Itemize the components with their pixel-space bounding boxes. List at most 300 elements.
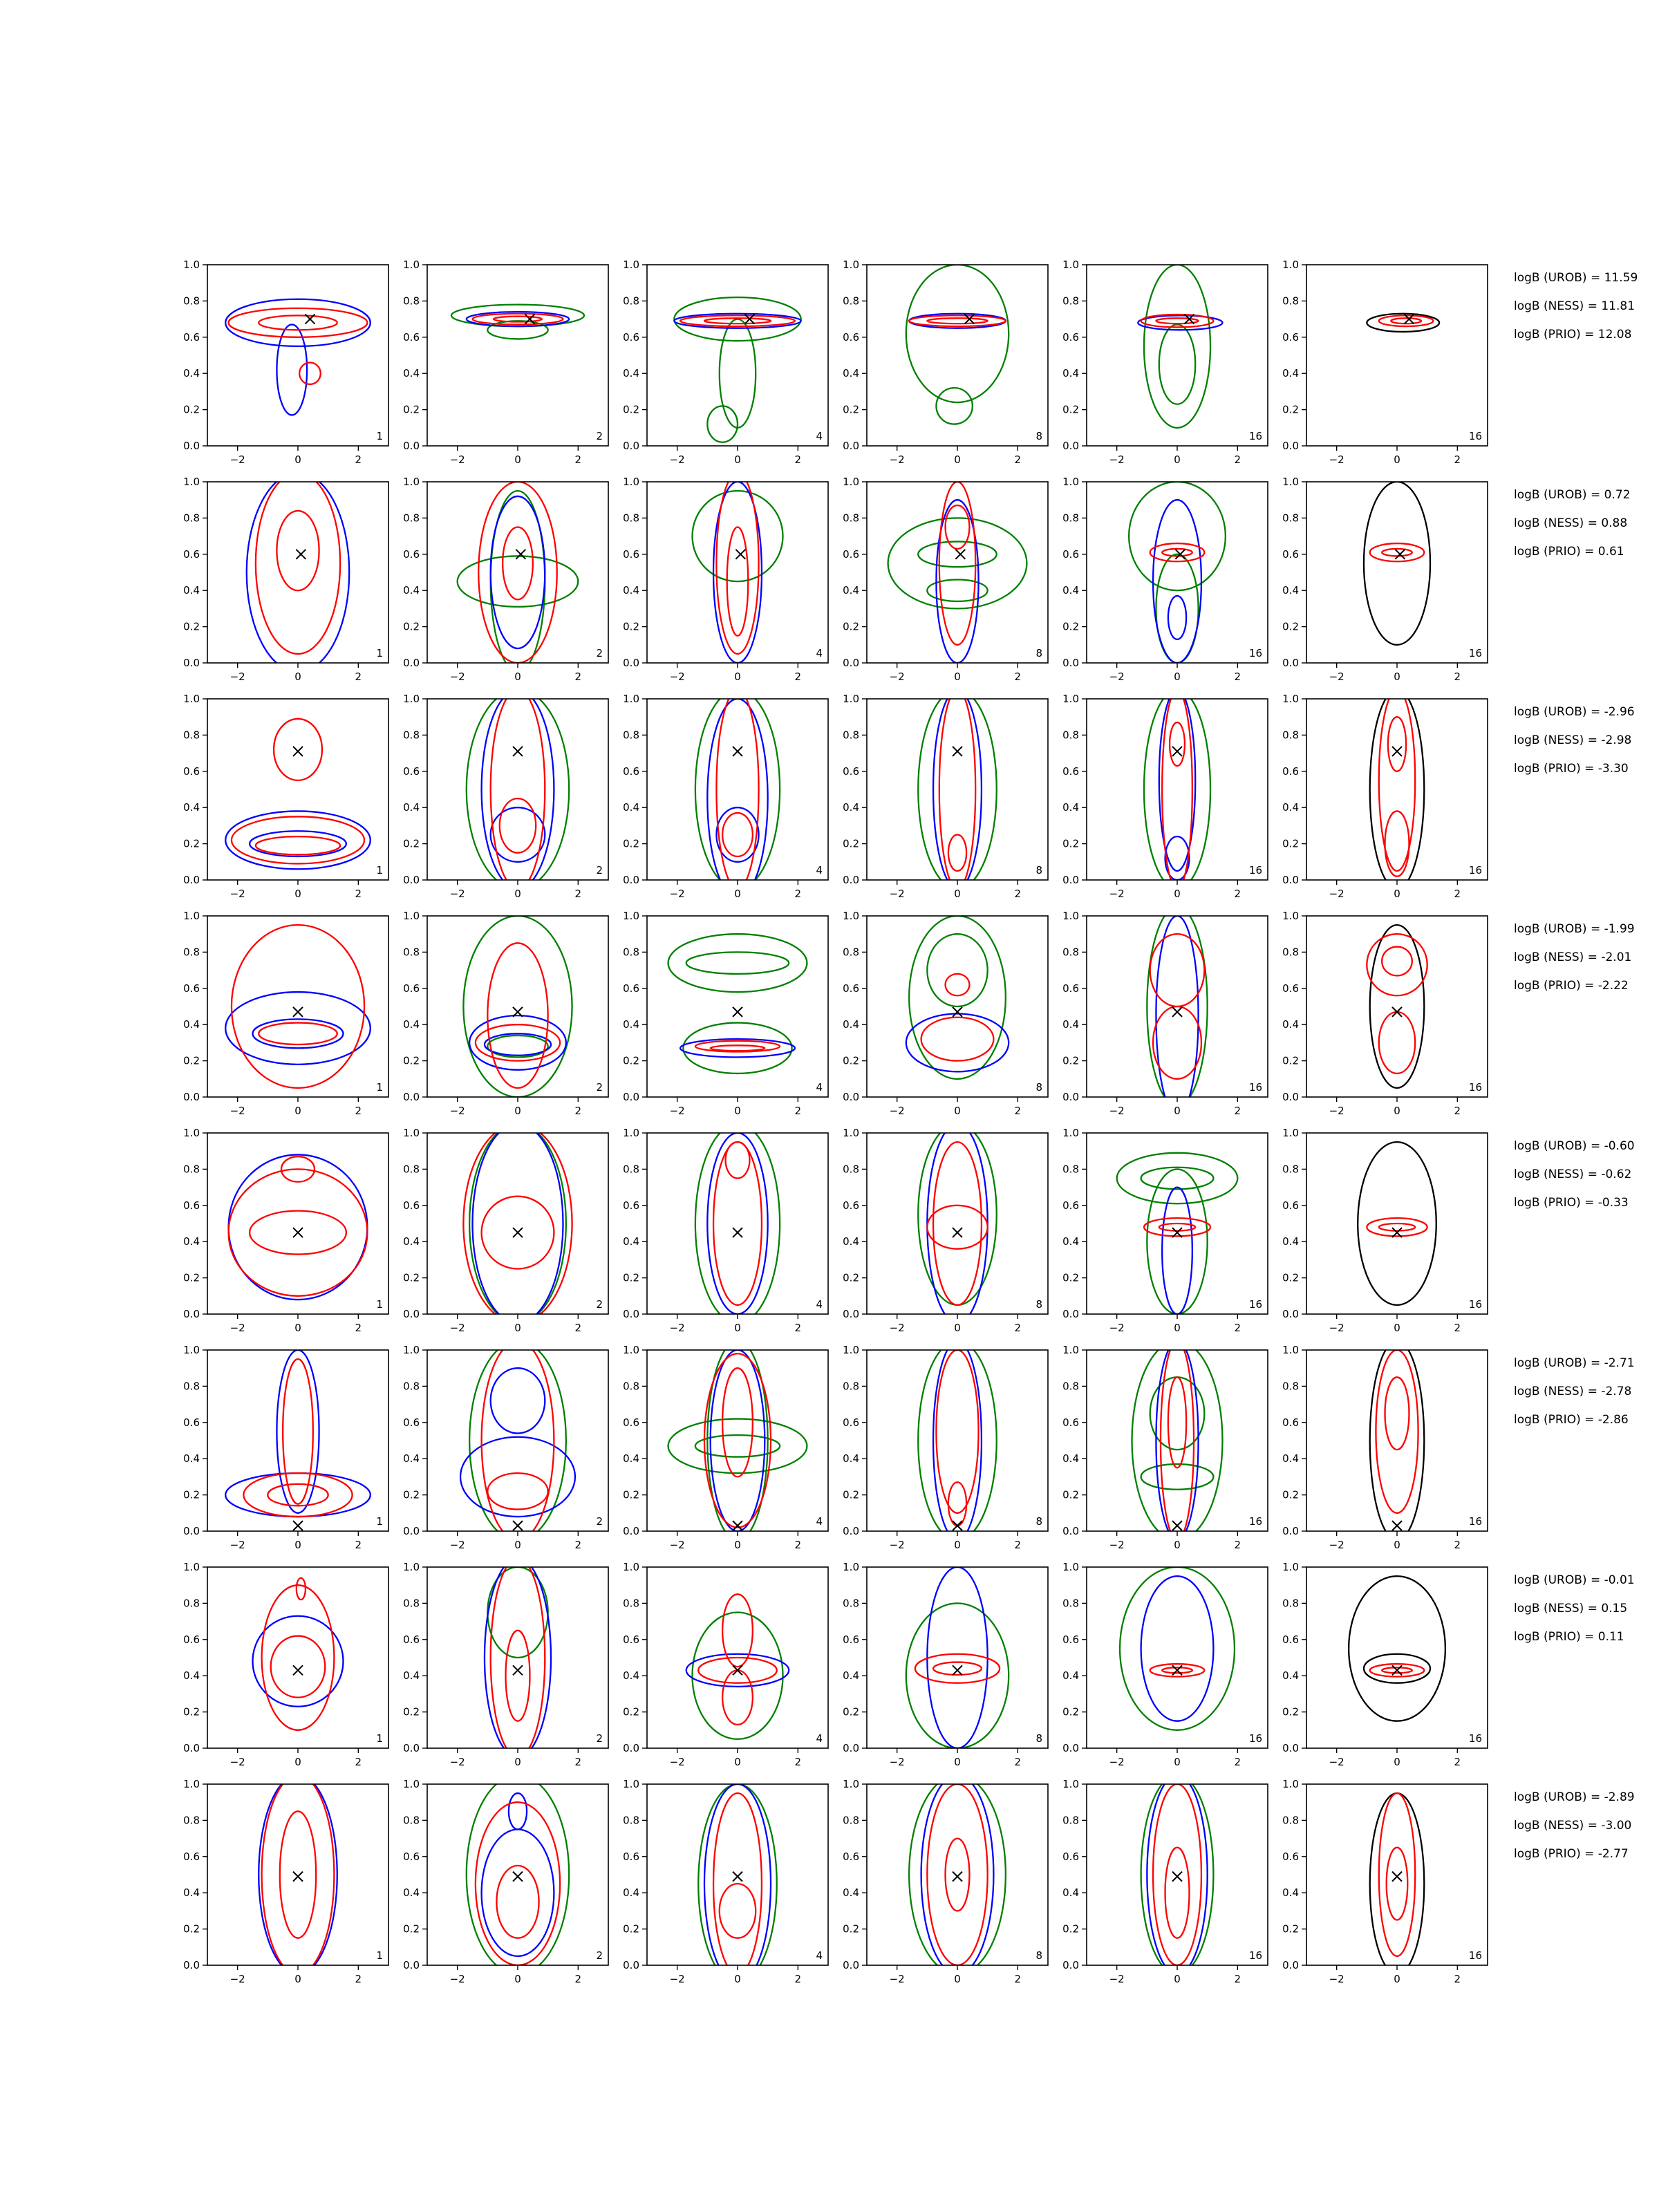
y-tick-label: 0.2 [623,1705,639,1718]
x-tick-label: −2 [669,1322,685,1334]
y-tick-label: 0.2 [843,1054,859,1067]
y-tick-label: 0.2 [1282,837,1299,850]
panel-label: 1 [376,864,383,877]
panel-label: 1 [376,1515,383,1528]
y-tick-label: 0.0 [1062,1308,1079,1320]
x-tick-label: 0 [514,453,521,466]
y-tick-label: 0.2 [623,1054,639,1067]
x-tick-label: 0 [1394,1973,1400,1985]
x-tick-label: 2 [355,1539,362,1551]
y-tick-label: 0.2 [843,620,859,633]
x-tick-label: −2 [1109,671,1125,683]
y-tick-label: 0.4 [403,1669,420,1683]
x-tick-label: −2 [669,671,685,683]
y-tick-label: 0.8 [623,512,639,525]
y-tick-label: 0.0 [623,874,639,886]
y-tick-label: 1.0 [1062,1344,1079,1356]
y-tick-label: 0.8 [183,512,200,525]
y-tick-label: 0.6 [1282,547,1299,561]
x-tick-label: −2 [449,1539,465,1551]
panel-label: 2 [596,1081,603,1094]
y-tick-label: 0.6 [1282,1850,1299,1863]
x-tick-label: 2 [574,1322,582,1334]
y-tick-label: 0.0 [183,1091,200,1103]
x-tick-label: 2 [574,888,582,900]
x-tick-label: 0 [734,1973,741,1985]
y-tick-label: 0.2 [843,1705,859,1718]
x-tick-label: 2 [1014,1105,1022,1117]
y-tick-label: 0.0 [1282,1959,1299,1971]
y-tick-label: 1.0 [1282,259,1299,271]
y-tick-label: 0.6 [843,1416,859,1429]
y-tick-label: 0.0 [183,1525,200,1537]
x-tick-label: 0 [1174,671,1181,683]
x-tick-label: −2 [1109,453,1125,466]
y-tick-label: 0.4 [623,801,639,814]
y-tick-label: 0.8 [623,1814,639,1827]
y-tick-label: 0.2 [403,1488,420,1501]
x-tick-label: 0 [1174,453,1181,466]
x-tick-label: −2 [1109,1539,1125,1551]
x-tick-label: 0 [734,1105,741,1117]
y-tick-label: 0.6 [623,1199,639,1212]
x-tick-label: 2 [1234,453,1241,466]
x-tick-label: −2 [1329,1756,1344,1768]
y-tick-label: 1.0 [1282,1127,1299,1139]
y-tick-label: 0.4 [843,584,859,597]
y-tick-label: 1.0 [183,1778,200,1790]
panel-label: 16 [1468,1732,1482,1745]
y-tick-label: 0.4 [1062,1886,1079,1900]
y-tick-label: 0.0 [843,1091,859,1103]
y-tick-label: 0.0 [1062,657,1079,669]
panel-label: 1 [376,647,383,659]
y-tick-label: 1.0 [403,259,420,271]
y-tick-label: 0.0 [403,1525,420,1537]
y-tick-label: 1.0 [403,1127,420,1139]
x-tick-label: −2 [1109,1756,1125,1768]
x-tick-label: 2 [794,671,802,683]
y-tick-label: 0.8 [1282,294,1299,308]
y-tick-label: 0.6 [403,1850,420,1863]
y-tick-label: 0.4 [183,1886,200,1900]
y-tick-label: 0.2 [403,620,420,633]
y-tick-label: 0.0 [403,657,420,669]
y-tick-label: 1.0 [1282,910,1299,922]
panel-label: 1 [376,1949,383,1962]
y-tick-label: 0.2 [1282,1488,1299,1501]
y-tick-label: 0.6 [1282,765,1299,778]
y-tick-label: 0.6 [1282,982,1299,995]
y-tick-label: 0.4 [843,367,859,380]
y-tick-label: 0.6 [623,1850,639,1863]
panel-label: 4 [816,647,823,659]
logb-value: logB (NESS) = -2.01 [1514,950,1632,964]
y-tick-label: 0.8 [623,1380,639,1393]
panel-label: 4 [816,1949,823,1962]
y-tick-label: 0.8 [1282,512,1299,525]
y-tick-label: 0.8 [183,1163,200,1176]
y-tick-label: 0.2 [183,1922,200,1936]
y-tick-label: 0.0 [403,1091,420,1103]
x-tick-label: 0 [1394,453,1400,466]
y-tick-label: 0.2 [183,1271,200,1284]
y-tick-label: 0.4 [623,1018,639,1031]
y-tick-label: 0.6 [1062,547,1079,561]
y-tick-label: 0.8 [843,1163,859,1176]
logb-value: logB (NESS) = -3.00 [1514,1819,1632,1833]
x-tick-label: 2 [1454,671,1461,683]
y-tick-label: 0.8 [843,729,859,742]
panel-label: 2 [596,1732,603,1745]
y-tick-label: 0.0 [843,657,859,669]
x-tick-label: 2 [574,1539,582,1551]
x-tick-label: 2 [1454,888,1461,900]
x-tick-label: 0 [1174,1539,1181,1551]
panel-label: 1 [376,1081,383,1094]
x-tick-label: −2 [229,1973,245,1985]
x-tick-label: 2 [1014,1539,1022,1551]
x-tick-label: 0 [954,1756,961,1768]
y-tick-label: 0.8 [403,1814,420,1827]
y-tick-label: 0.0 [843,1959,859,1971]
y-tick-label: 0.2 [843,403,859,416]
y-tick-label: 0.6 [1062,1416,1079,1429]
y-tick-label: 0.4 [1282,1886,1299,1900]
x-tick-label: 0 [734,1756,741,1768]
x-tick-label: 0 [1174,1105,1181,1117]
panel-label: 4 [816,1298,823,1311]
y-tick-label: 0.0 [183,1742,200,1754]
panel-label: 16 [1248,1298,1262,1311]
y-tick-label: 0.4 [1062,584,1079,597]
y-tick-label: 0.4 [403,367,420,380]
y-tick-label: 1.0 [623,259,639,271]
x-tick-label: −2 [229,1105,245,1117]
y-tick-label: 0.2 [623,1922,639,1936]
y-tick-label: 0.8 [843,294,859,308]
y-tick-label: 0.2 [403,1705,420,1718]
panel-label: 16 [1468,1298,1482,1311]
y-tick-label: 0.0 [843,1525,859,1537]
y-tick-label: 0.0 [1062,440,1079,452]
y-tick-label: 0.2 [623,620,639,633]
y-tick-label: 0.2 [623,403,639,416]
y-tick-label: 0.0 [403,440,420,452]
x-tick-label: 2 [1454,453,1461,466]
x-tick-label: 0 [1394,888,1400,900]
x-tick-label: 2 [1234,1756,1241,1768]
x-tick-label: 2 [1234,1322,1241,1334]
y-tick-label: 0.6 [623,547,639,561]
y-tick-label: 0.8 [1062,294,1079,308]
y-tick-label: 0.0 [623,1091,639,1103]
y-tick-label: 0.4 [403,1018,420,1031]
y-tick-label: 0.0 [1282,440,1299,452]
x-tick-label: 2 [1454,1539,1461,1551]
y-tick-label: 0.0 [843,874,859,886]
y-tick-label: 0.8 [1062,1380,1079,1393]
logb-value: logB (UROB) = -2.89 [1514,1790,1635,1804]
x-tick-label: −2 [669,888,685,900]
logb-value: logB (NESS) = -0.62 [1514,1168,1632,1181]
y-tick-label: 0.4 [1062,1452,1079,1465]
y-tick-label: 0.2 [403,837,420,850]
x-tick-label: 2 [1014,1973,1022,1985]
y-tick-label: 0.4 [183,367,200,380]
panel-label: 16 [1468,1949,1482,1962]
y-tick-label: 1.0 [1282,693,1299,705]
logb-value: logB (NESS) = 0.88 [1514,516,1628,530]
x-tick-label: 2 [1454,1756,1461,1768]
y-tick-label: 0.8 [403,512,420,525]
x-tick-label: −2 [889,888,905,900]
y-tick-label: 1.0 [843,1127,859,1139]
y-tick-label: 1.0 [403,1778,420,1790]
panel-label: 16 [1248,1732,1262,1745]
y-tick-label: 1.0 [623,1561,639,1573]
x-tick-label: −2 [889,1973,905,1985]
y-tick-label: 1.0 [183,693,200,705]
x-tick-label: −2 [449,671,465,683]
y-tick-label: 0.6 [843,982,859,995]
y-tick-label: 1.0 [1282,1778,1299,1790]
y-tick-label: 1.0 [623,1127,639,1139]
x-tick-label: −2 [229,1322,245,1334]
y-tick-label: 0.2 [183,1705,200,1718]
y-tick-label: 0.2 [1062,1271,1079,1284]
x-tick-label: 0 [734,671,741,683]
y-tick-label: 0.0 [843,1308,859,1320]
y-tick-label: 0.8 [1062,1814,1079,1827]
x-tick-label: 2 [355,453,362,466]
x-tick-label: 0 [514,1105,521,1117]
logb-value: logB (UROB) = -1.99 [1514,922,1635,936]
x-tick-label: 2 [1014,671,1022,683]
x-tick-label: 2 [1014,1322,1022,1334]
y-tick-label: 0.8 [403,729,420,742]
x-tick-label: 2 [574,1973,582,1985]
y-tick-label: 0.0 [183,440,200,452]
y-tick-label: 0.2 [183,1054,200,1067]
y-tick-label: 0.2 [843,1488,859,1501]
x-tick-label: 2 [1234,671,1241,683]
y-tick-label: 0.6 [183,330,200,344]
y-tick-label: 0.0 [403,1308,420,1320]
x-tick-label: 0 [954,1105,961,1117]
panel-label: 8 [1035,430,1042,442]
y-tick-label: 0.0 [183,874,200,886]
x-tick-label: 2 [1234,1973,1241,1985]
x-tick-label: 0 [514,1322,521,1334]
y-tick-label: 1.0 [183,476,200,488]
y-tick-label: 0.8 [623,729,639,742]
y-tick-label: 0.8 [1062,946,1079,959]
x-tick-label: −2 [1109,1105,1125,1117]
y-tick-label: 0.6 [183,982,200,995]
y-tick-label: 0.8 [843,946,859,959]
x-tick-label: −2 [889,1539,905,1551]
x-tick-label: −2 [889,1105,905,1117]
x-tick-label: 0 [954,1322,961,1334]
y-tick-label: 0.8 [843,1380,859,1393]
y-tick-label: 0.6 [403,330,420,344]
logb-value: logB (PRIO) = -0.33 [1514,1196,1629,1210]
y-tick-label: 0.8 [183,729,200,742]
y-tick-label: 0.2 [183,837,200,850]
y-tick-label: 0.2 [403,1922,420,1936]
y-tick-label: 1.0 [183,910,200,922]
x-tick-label: −2 [449,1756,465,1768]
y-tick-label: 0.4 [1062,801,1079,814]
x-tick-label: 0 [514,1539,521,1551]
y-tick-label: 0.4 [183,1235,200,1248]
x-tick-label: 0 [1174,888,1181,900]
y-tick-label: 1.0 [1062,693,1079,705]
y-tick-label: 0.8 [1282,1597,1299,1610]
y-tick-label: 0.4 [1062,1669,1079,1683]
y-tick-label: 0.6 [623,982,639,995]
x-tick-label: 2 [355,1756,362,1768]
y-tick-label: 1.0 [1062,1778,1079,1790]
y-tick-label: 0.2 [1282,1922,1299,1936]
y-tick-label: 0.2 [843,1922,859,1936]
x-tick-label: 0 [1394,1756,1400,1768]
x-tick-label: −2 [1329,671,1344,683]
y-tick-label: 0.8 [403,294,420,308]
x-tick-label: −2 [1329,1105,1344,1117]
y-tick-label: 0.8 [403,946,420,959]
x-tick-label: −2 [1109,888,1125,900]
y-tick-label: 0.0 [623,657,639,669]
y-tick-label: 0.8 [1062,729,1079,742]
y-tick-label: 0.6 [403,1416,420,1429]
y-tick-label: 1.0 [1282,1344,1299,1356]
y-tick-label: 0.6 [623,330,639,344]
y-tick-label: 0.0 [623,1308,639,1320]
x-tick-label: −2 [229,671,245,683]
y-tick-label: 0.2 [1282,1271,1299,1284]
y-tick-label: 0.6 [843,765,859,778]
y-tick-label: 0.4 [623,1886,639,1900]
y-tick-label: 0.0 [403,1959,420,1971]
y-tick-label: 0.6 [1062,1850,1079,1863]
x-tick-label: 2 [355,888,362,900]
x-tick-label: −2 [229,888,245,900]
panel-label: 8 [1035,1732,1042,1745]
x-tick-label: 0 [514,671,521,683]
y-tick-label: 0.4 [403,801,420,814]
y-tick-label: 1.0 [403,1344,420,1356]
panel-label: 16 [1468,430,1482,442]
y-tick-label: 1.0 [1062,1127,1079,1139]
y-tick-label: 1.0 [843,693,859,705]
panel-label: 16 [1248,430,1262,442]
y-tick-label: 0.6 [183,1416,200,1429]
y-tick-label: 0.8 [1282,1380,1299,1393]
x-tick-label: −2 [449,1322,465,1334]
logb-value: logB (UROB) = 0.72 [1514,488,1631,502]
y-tick-label: 0.6 [403,547,420,561]
x-tick-label: 0 [1174,1973,1181,1985]
logb-value: logB (NESS) = 0.15 [1514,1602,1628,1615]
panel-label: 16 [1468,1515,1482,1528]
y-tick-label: 0.2 [623,837,639,850]
y-tick-label: 0.4 [1282,584,1299,597]
x-tick-label: 0 [294,1539,301,1551]
panel-label: 2 [596,647,603,659]
y-tick-label: 0.6 [183,1199,200,1212]
y-tick-label: 0.4 [843,1452,859,1465]
y-tick-label: 0.8 [1062,512,1079,525]
x-tick-label: −2 [449,888,465,900]
y-tick-label: 0.4 [183,584,200,597]
x-tick-label: −2 [669,1756,685,1768]
logb-value: logB (PRIO) = 12.08 [1514,328,1632,341]
y-tick-label: 0.6 [1282,1633,1299,1646]
y-tick-label: 1.0 [843,910,859,922]
x-tick-label: −2 [889,453,905,466]
x-tick-label: 2 [355,1973,362,1985]
y-tick-label: 0.8 [843,1814,859,1827]
panel-label: 2 [596,1949,603,1962]
y-tick-label: 1.0 [1282,1561,1299,1573]
x-tick-label: −2 [669,453,685,466]
x-tick-label: −2 [1329,1973,1344,1985]
y-tick-label: 0.8 [623,946,639,959]
y-tick-label: 0.2 [1062,1054,1079,1067]
panel-label: 16 [1248,1949,1262,1962]
y-tick-label: 0.4 [623,1452,639,1465]
panel-label: 8 [1035,1515,1042,1528]
y-tick-label: 1.0 [1062,259,1079,271]
y-tick-label: 0.2 [403,1271,420,1284]
logb-value: logB (PRIO) = -3.30 [1514,762,1629,776]
y-tick-label: 0.0 [1062,1742,1079,1754]
y-tick-label: 1.0 [403,476,420,488]
x-tick-label: −2 [669,1105,685,1117]
y-tick-label: 0.2 [1062,1922,1079,1936]
y-tick-label: 0.2 [1062,403,1079,416]
x-tick-label: 0 [294,1322,301,1334]
y-tick-label: 0.0 [403,874,420,886]
y-tick-label: 0.0 [183,1308,200,1320]
y-tick-label: 0.6 [1062,982,1079,995]
x-tick-label: 2 [574,1105,582,1117]
y-tick-label: 0.2 [403,1054,420,1067]
panel-label: 2 [596,1515,603,1528]
y-tick-label: 0.2 [1062,620,1079,633]
x-tick-label: −2 [229,1756,245,1768]
y-tick-label: 0.8 [183,1597,200,1610]
y-tick-label: 1.0 [623,693,639,705]
x-tick-label: 0 [954,888,961,900]
y-tick-label: 0.4 [843,801,859,814]
x-tick-label: −2 [1329,888,1344,900]
x-tick-label: 0 [294,1973,301,1985]
x-tick-label: 0 [734,453,741,466]
y-tick-label: 0.0 [1062,1525,1079,1537]
panel-label: 8 [1035,1949,1042,1962]
x-tick-label: 0 [514,1973,521,1985]
y-tick-label: 0.6 [403,765,420,778]
y-tick-label: 0.8 [623,294,639,308]
x-tick-label: −2 [229,453,245,466]
y-tick-label: 0.4 [623,367,639,380]
y-tick-label: 0.6 [623,765,639,778]
y-tick-label: 0.0 [623,1959,639,1971]
y-tick-label: 0.0 [623,1525,639,1537]
